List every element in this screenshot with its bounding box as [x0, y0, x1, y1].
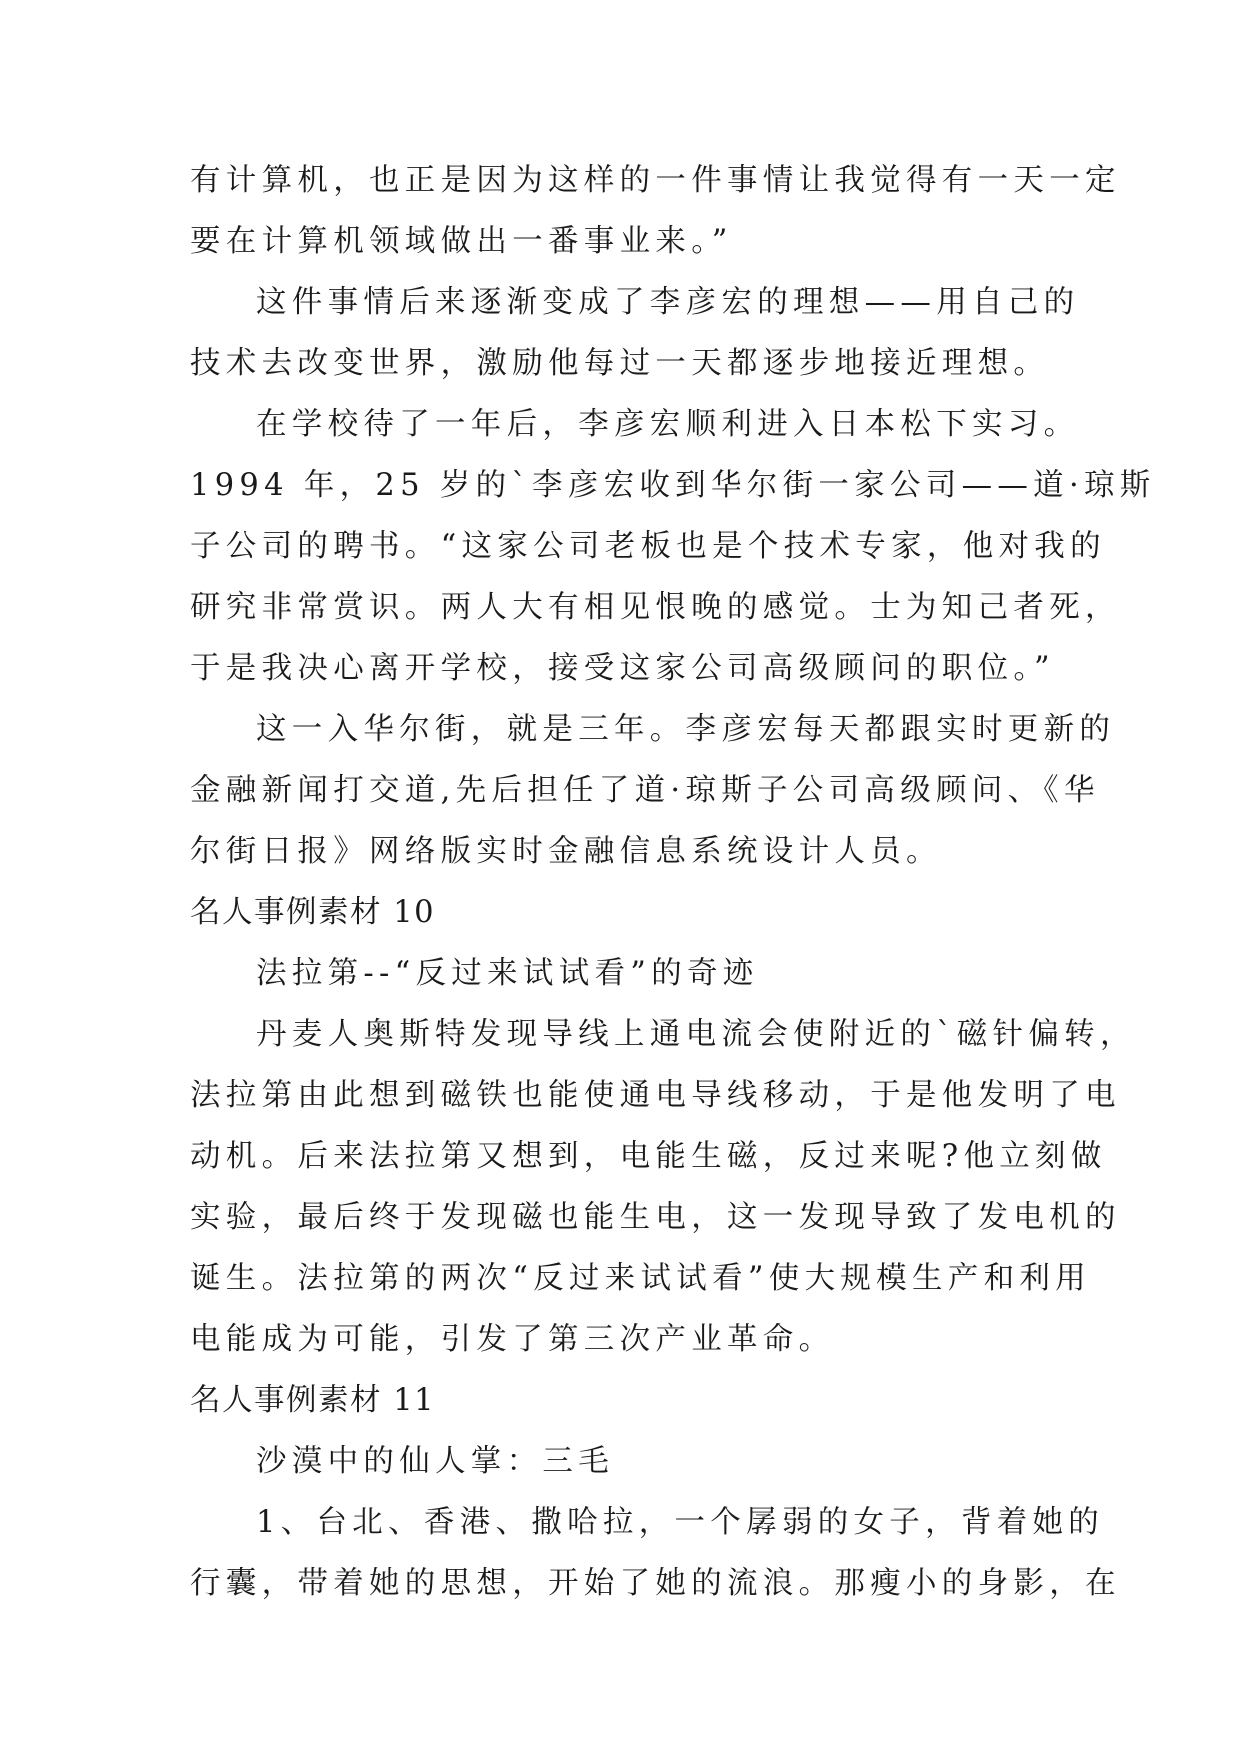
text-line: 法拉第由此想到磁铁也能使通电导线移动，于是他发明了电	[190, 1078, 1121, 1113]
story-title: 法拉第--“反过来试试看”的奇迹	[256, 956, 759, 991]
story-title: 沙漠中的仙人掌：三毛	[256, 1444, 614, 1479]
document-page	[190, 150, 1156, 1614]
text-line: 动机。后来法拉第又想到，电能生磁，反过来呢?他立刻做	[190, 1139, 1107, 1174]
text-line: 电能成为可能，引发了第三次产业革命。	[190, 1322, 835, 1357]
text-line: 这件事情后来逐渐变成了李彦宏的理想——用自己的	[256, 285, 1080, 320]
text-line: 于是我决心离开学校，接受这家公司高级顾问的职位。”	[190, 651, 1055, 686]
text-line: 诞生。法拉第的两次“反过来试试看”使大规模生产和利用	[190, 1261, 1091, 1296]
text-line: 尔街日报》网络版实时金融信息系统设计人员。	[190, 834, 942, 869]
text-line: 行囊，带着她的思想，开始了她的流浪。那瘦小的身影，在	[190, 1566, 1121, 1601]
text-line: 研究非常赏识。两人大有相见恨晚的感觉。士为知己者死，	[190, 590, 1121, 625]
text-line: 子公司的聘书。“这家公司老板也是个技术专家，他对我的	[190, 529, 1106, 564]
text-line: 在学校待了一年后，李彦宏顺利进入日本松下实习。	[256, 407, 1080, 442]
text-line: 实验，最后终于发现磁也能生电，这一发现导致了发电机的	[190, 1200, 1121, 1235]
text-line: 1994 年，25 岁的`李彦宏收到华尔街一家公司——道·琼斯	[190, 468, 1156, 503]
text-line: 有计算机，也正是因为这样的一件事情让我觉得有一天一定	[190, 163, 1121, 198]
section-heading: 名人事例素材 11	[190, 1383, 436, 1418]
text-line: 技术去改变世界，激励他每过一天都逐步地接近理想。	[190, 346, 1050, 381]
section-heading: 名人事例素材 10	[190, 895, 436, 930]
text-line: 要在计算机领域做出一番事业来。”	[190, 224, 733, 259]
text-line: 金融新闻打交道,先后担任了道·琼斯子公司高级顾问、《华	[190, 773, 1100, 808]
text-line: 丹麦人奥斯特发现导线上通电流会使附近的`磁针偏转，	[256, 1017, 1136, 1052]
text-line: 这一入华尔街，就是三年。李彦宏每天都跟实时更新的	[256, 712, 1116, 747]
text-line: 1、台北、香港、撒哈拉，一个孱弱的女子，背着她的	[256, 1505, 1105, 1540]
